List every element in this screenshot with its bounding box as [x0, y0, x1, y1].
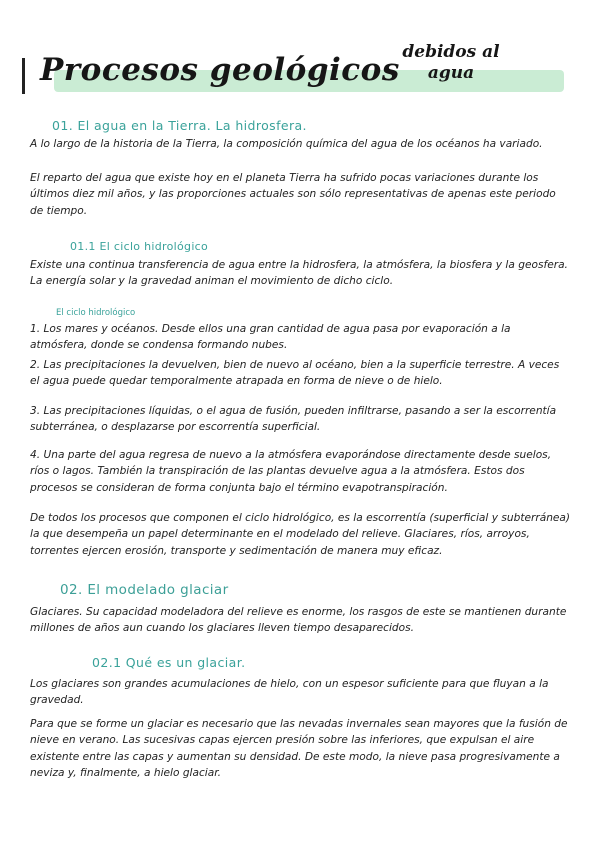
- s01-paragraph-2: El reparto del agua que existe hoy en el planeta Tierra ha sufrido pocas variaciones durante los últimos diez mil años, y las proporciones actuales son sólo representativas de apenas este periodo de tiempo.: [30, 172, 556, 217]
- heading-01: 01. El agua en la Tierra. La hidrosfera.: [52, 118, 307, 133]
- heading-01-1: 01.1 El ciclo hidrológico: [70, 240, 209, 253]
- s011-paragraph-1: Existe una continua transferencia de agua entre la hidrosfera, la atmósfera, la biosfera y la geosfera. La energía solar y la gravedad animan el movimiento de dicho ciclo.: [30, 259, 568, 288]
- page-title: Procesos geológicos: [40, 52, 400, 88]
- cycle-item-2: 2. Las precipitaciones la devuelven, bien de nuevo al océano, bien a la superficie terrestre. A veces el agua puede quedar temporalmente atrapada en forma de nieve o de hielo.: [30, 359, 560, 388]
- cycle-item-4: 4. Una parte del agua regresa de nuevo a la atmósfera evaporándose directamente desde suelos, ríos o lagos. También la transpiración de las plantas devuelve agua a la atmósfera. Estos dos procesos se consideran de forma conjunta bajo el término evapotranspiración.: [30, 449, 552, 494]
- cycle-item-1: 1. Los mares y océanos. Desde ellos una gran cantidad de agua pasa por evaporación a la atmósfera, donde se condensa formando nubes.: [30, 323, 511, 352]
- page-title-suffix: debidos al agua: [402, 42, 500, 83]
- s02-paragraph-1: Glaciares. Su capacidad modeladora del relieve es enorme, los rasgos de este se mantienen durante millones de años aun cuando los glaciares lleven tiempo desaparecidos.: [30, 606, 567, 635]
- subheading-ciclo: El ciclo hidrológico: [56, 308, 136, 318]
- cycle-item-3: 3. Las precipitaciones líquidas, o el agua de fusión, pueden infiltrarse, pasando a ser la escorrentía subterránea, o desplazarse por escorrentía superficial.: [30, 405, 557, 434]
- s01-paragraph-1: A lo largo de la historia de la Tierra, la composición química del agua de los océanos ha variado.: [30, 138, 543, 150]
- title-block: [14, 40, 584, 100]
- s021-paragraph-1: Los glaciares son grandes acumulaciones de hielo, con un espesor suficiente para que fluyan a la gravedad.: [30, 678, 549, 707]
- s011-paragraph-2: De todos los procesos que componen el ciclo hidrológico, es la escorrentía (superficial y subterránea) la que desempeña un papel determinante en el modelado del relieve. Glaciares, ríos, arroyos, torrentes ejercen erosión, transporte y sedimentación de manera muy eficaz.: [30, 512, 571, 557]
- title-margin-bar: [22, 58, 25, 94]
- heading-02-1: 02.1 Qué es un glaciar.: [92, 655, 246, 670]
- heading-02: 02. El modelado glaciar: [60, 582, 229, 598]
- s021-paragraph-2: Para que se forme un glaciar es necesario que las nevadas invernales sean mayores que la fusión de nieve en verano. Las sucesivas capas ejercen presión sobre las inferiores, que expulsan el aire existente entre las capas y aumentan su densidad. De este modo, la nieve pasa progresivamente a neviza y, finalmente, a hielo glaciar.: [30, 718, 568, 780]
